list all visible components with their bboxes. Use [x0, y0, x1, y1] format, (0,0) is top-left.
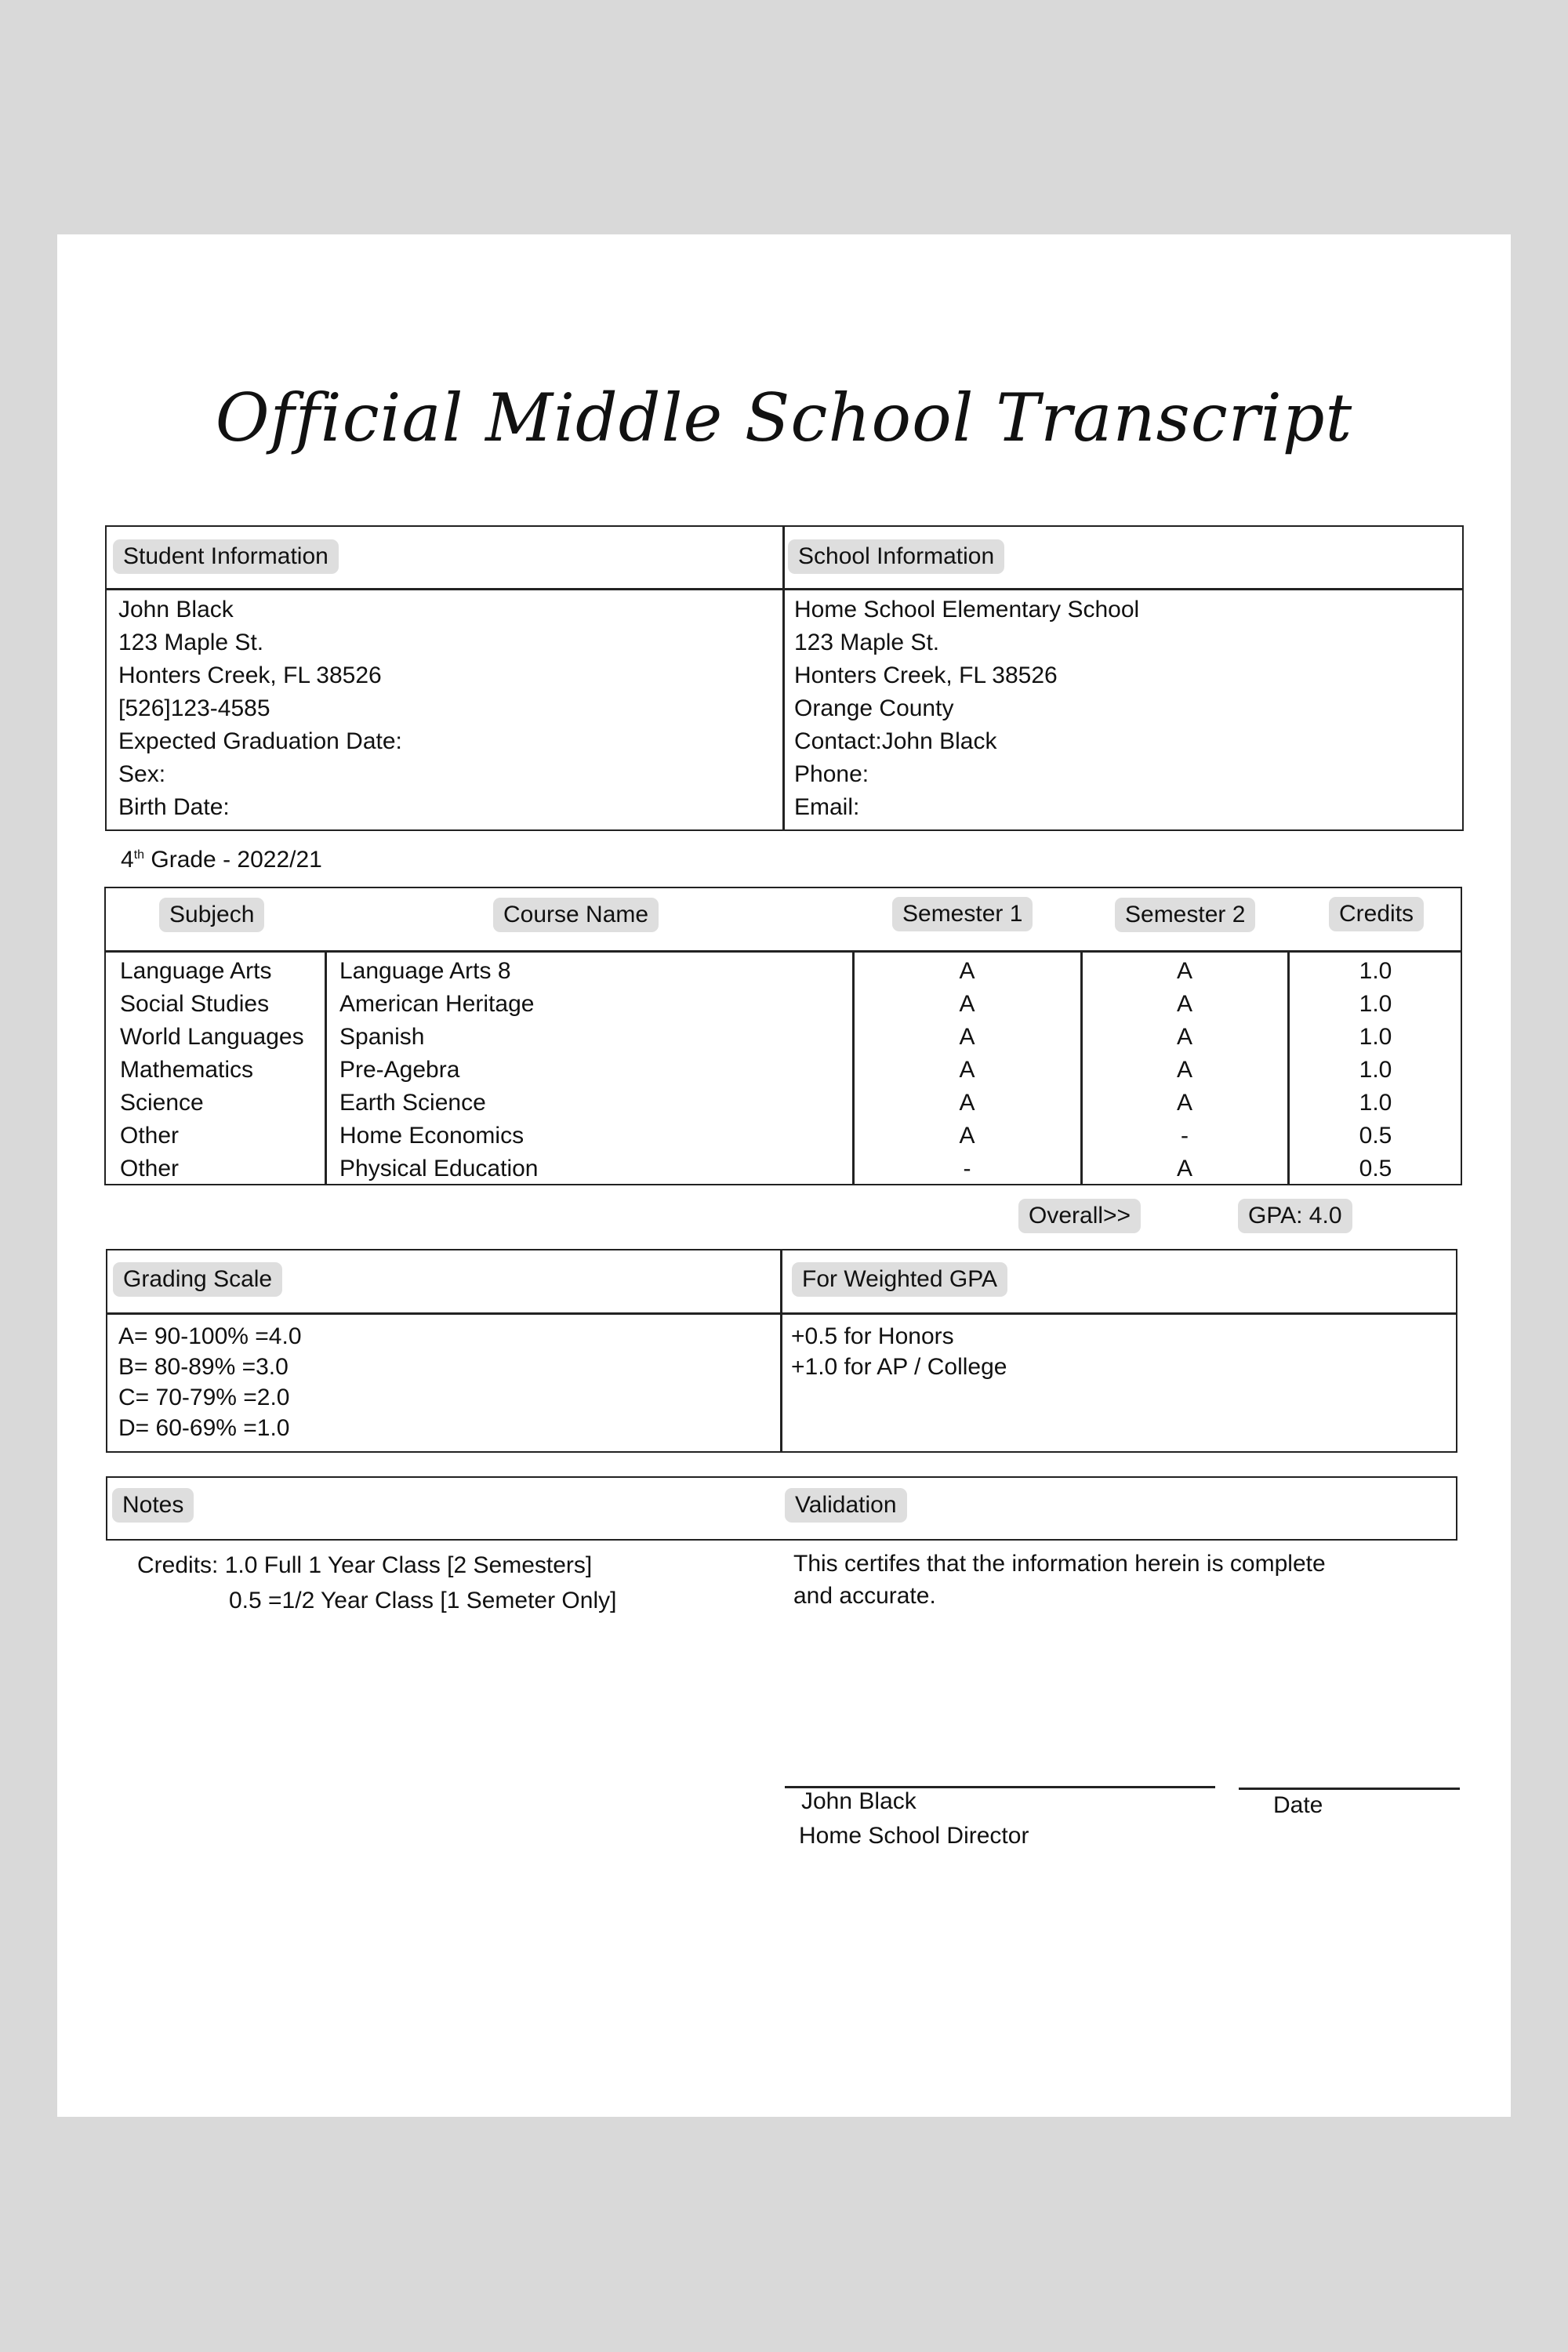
- semester-2-grade: A: [1176, 1057, 1192, 1083]
- semester-2-grade: A: [1176, 1156, 1192, 1181]
- semester-1-grade: A: [959, 1057, 975, 1083]
- school-contact: Contact:John Black: [794, 728, 997, 754]
- course-subject: Social Studies: [120, 991, 270, 1017]
- course-subject: World Languages: [120, 1024, 304, 1050]
- semester-1-grade: A: [959, 1024, 975, 1050]
- semester-1-grade: A: [959, 1090, 975, 1116]
- semester-2-grade: A: [1176, 958, 1192, 984]
- course-name: Spanish: [339, 1024, 425, 1050]
- school-address: 123 Maple St.: [794, 630, 940, 655]
- course-credits: 1.0: [1359, 1024, 1392, 1050]
- gpa-badge: GPA: 4.0: [1238, 1199, 1352, 1233]
- school-city: Honters Creek, FL 38526: [794, 662, 1058, 688]
- grade-scale-row: B= 80-89% =3.0: [118, 1354, 289, 1380]
- column-header-credits: Credits: [1329, 897, 1424, 931]
- school-info-header: School Information: [788, 539, 1004, 574]
- grading-scale-lines: [118, 1321, 302, 1443]
- weighted-gpa-header: For Weighted GPA: [792, 1262, 1007, 1297]
- student-phone: [526]123-4585: [118, 695, 270, 721]
- course-name: Earth Science: [339, 1090, 486, 1116]
- course-subject: Science: [120, 1090, 204, 1116]
- course-name-column: [339, 955, 538, 1185]
- school-phone: Phone:: [794, 761, 869, 787]
- courses-header-divider: [104, 950, 1462, 953]
- student-info-header: Student Information: [113, 539, 339, 574]
- course-subject: Mathematics: [120, 1057, 254, 1083]
- course-name: Pre-Agebra: [339, 1057, 460, 1083]
- credits-column: [1289, 955, 1462, 1185]
- page-title: Official Middle School Transcript: [215, 379, 1353, 456]
- semester-2-grade: A: [1176, 991, 1192, 1017]
- course-credits: 1.0: [1359, 958, 1392, 984]
- grade-scale-row: D= 60-69% =1.0: [118, 1415, 290, 1441]
- grading-scale-header: Grading Scale: [113, 1262, 282, 1297]
- notes-credits-line: Credits: 1.0 Full 1 Year Class [2 Semesters]: [137, 1552, 593, 1578]
- column-header-semester-2: Semester 2: [1115, 898, 1255, 932]
- course-credits: 0.5: [1359, 1123, 1392, 1149]
- school-name: Home School Elementary School: [794, 597, 1140, 622]
- weighted-gpa-lines: [791, 1321, 1007, 1382]
- validation-statement-line-2: and accurate.: [793, 1583, 936, 1609]
- course-credits: 0.5: [1359, 1156, 1392, 1181]
- student-info-lines: [118, 593, 402, 824]
- semester-2-column: [1082, 955, 1287, 1185]
- info-header-divider: [105, 588, 1464, 590]
- column-header-subject: Subjech: [159, 898, 264, 932]
- course-name: Physical Education: [339, 1156, 539, 1181]
- course-name: American Heritage: [339, 991, 535, 1017]
- weighted-gpa-row: +1.0 for AP / College: [791, 1354, 1007, 1380]
- grading-column-divider: [780, 1249, 782, 1453]
- subject-column: [120, 955, 304, 1185]
- semester-2-grade: -: [1181, 1123, 1189, 1149]
- semester-1-grade: A: [959, 958, 975, 984]
- semester-1-grade: -: [963, 1156, 971, 1181]
- student-city: Honters Creek, FL 38526: [118, 662, 382, 688]
- course-name: Home Economics: [339, 1123, 524, 1149]
- course-name: Language Arts 8: [339, 958, 511, 984]
- school-email: Email:: [794, 794, 860, 820]
- overall-label: Overall>>: [1018, 1199, 1141, 1233]
- validation-header: Validation: [785, 1488, 907, 1523]
- school-info-lines: [794, 593, 1139, 824]
- semester-2-grade: A: [1176, 1024, 1192, 1050]
- course-subject: Other: [120, 1156, 180, 1181]
- semester-1-column: [854, 955, 1080, 1185]
- student-birth-date: Birth Date:: [118, 794, 230, 820]
- grade-scale-row: A= 90-100% =4.0: [118, 1323, 302, 1349]
- courses-col-divider-1: [325, 950, 327, 1185]
- course-credits: 1.0: [1359, 991, 1392, 1017]
- date-line: [1239, 1788, 1460, 1790]
- validation-statement-line-1: This certifes that the information herein is complete: [793, 1551, 1326, 1577]
- transcript-page: [57, 234, 1511, 2117]
- weighted-gpa-row: +0.5 for Honors: [791, 1323, 954, 1349]
- semester-1-grade: A: [959, 1123, 975, 1149]
- student-graduation-date: Expected Graduation Date:: [118, 728, 402, 754]
- semester-1-grade: A: [959, 991, 975, 1017]
- school-county: Orange County: [794, 695, 954, 721]
- notes-half-credit-line: 0.5 =1/2 Year Class [1 Semeter Only]: [229, 1588, 617, 1613]
- course-credits: 1.0: [1359, 1057, 1392, 1083]
- signer-title: Home School Director: [799, 1823, 1029, 1849]
- course-subject: Other: [120, 1123, 180, 1149]
- student-name: John Black: [118, 597, 234, 622]
- notes-header: Notes: [112, 1488, 194, 1523]
- notes-validation-header-box: [106, 1476, 1457, 1541]
- signer-name: John Black: [801, 1788, 916, 1814]
- column-header-course-name: Course Name: [493, 898, 659, 932]
- grade-year-label: 4th Grade - 2022/21: [121, 847, 322, 873]
- student-address: 123 Maple St.: [118, 630, 264, 655]
- student-sex: Sex:: [118, 761, 166, 787]
- grade-scale-row: C= 70-79% =2.0: [118, 1385, 290, 1410]
- course-credits: 1.0: [1359, 1090, 1392, 1116]
- info-column-divider: [782, 525, 785, 831]
- date-label: Date: [1273, 1792, 1323, 1818]
- column-header-semester-1: Semester 1: [892, 897, 1033, 931]
- semester-2-grade: A: [1176, 1090, 1192, 1116]
- course-subject: Language Arts: [120, 958, 272, 984]
